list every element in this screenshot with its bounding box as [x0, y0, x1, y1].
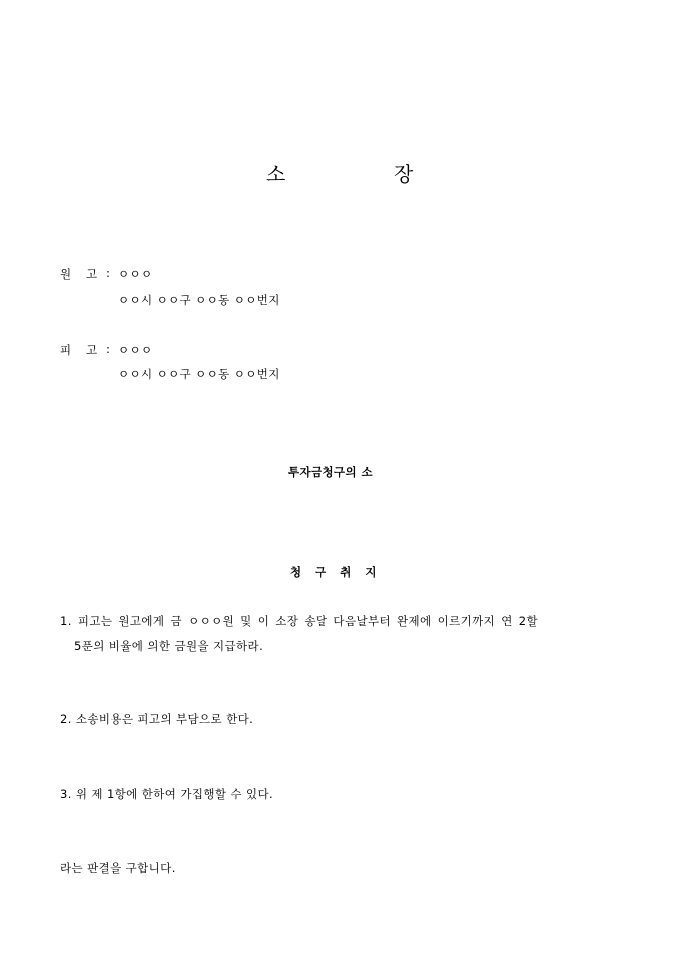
closing-text: 라는 판결을 구합니다. — [60, 861, 176, 875]
plaintiff-address: ㅇㅇ시 ㅇㅇ구 ㅇㅇ동 ㅇㅇ번지 — [118, 293, 280, 307]
title-char-1: 소 — [266, 162, 286, 186]
claim-2-line-1: 2. 소송비용은 피고의 부담으로 한다. — [60, 712, 254, 726]
plaintiff-label-char-2: 고 — [86, 267, 98, 281]
claim-3-line-1: 3. 위 제 1항에 한하여 가집행할 수 있다. — [60, 787, 274, 801]
plaintiff-colon: : — [106, 266, 111, 280]
defendant-address: ㅇㅇ시 ㅇㅇ구 ㅇㅇ동 ㅇㅇ번지 — [118, 367, 280, 381]
title-char-2: 장 — [394, 162, 414, 186]
plaintiff-name: ㅇㅇㅇ — [118, 267, 153, 281]
claim-1-line-2: 5푼의 비율에 의한 금원을 지급하라. — [74, 639, 264, 653]
defendant-label-char-2: 고 — [86, 343, 98, 357]
claim-1-line-1: 1. 피고는 원고에게 금 ㅇㅇㅇ원 및 이 소장 송달 다음날부터 완제에 이르기까지 연 2할 — [60, 614, 539, 628]
defendant-colon: : — [106, 342, 111, 356]
claim-heading: 청 구 취 지 — [290, 565, 378, 579]
defendant-name: ㅇㅇㅇ — [118, 343, 153, 357]
case-name: 투자금청구의 소 — [288, 465, 373, 479]
plaintiff-label-char-1: 원 — [60, 267, 72, 281]
defendant-label-char-1: 피 — [60, 343, 72, 357]
